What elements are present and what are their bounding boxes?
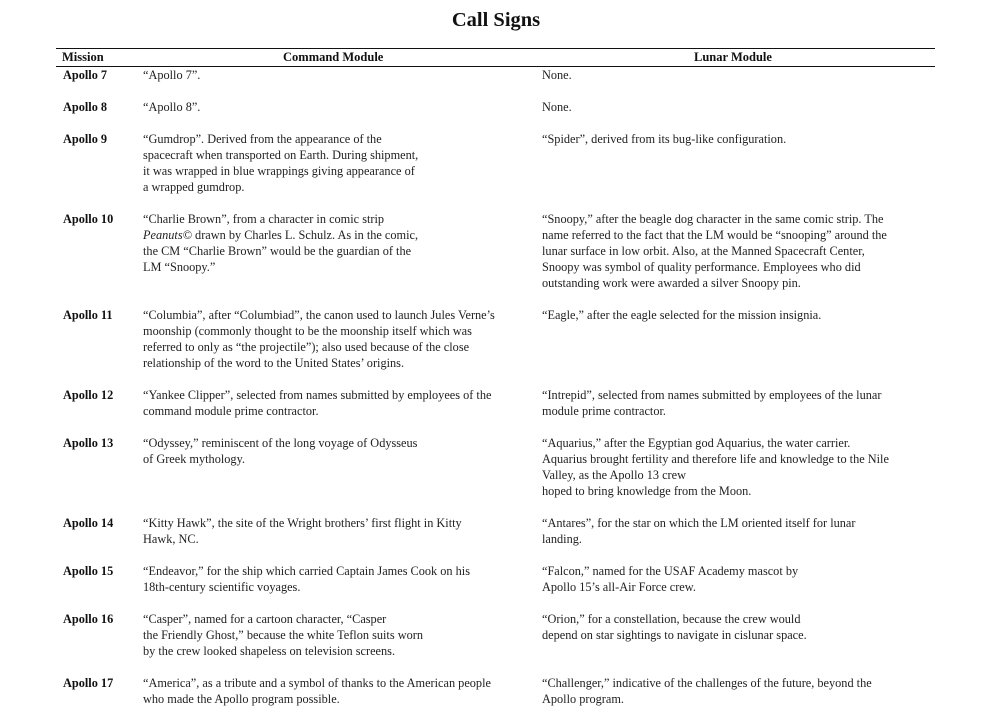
cm-line: of Greek mythology. bbox=[143, 452, 245, 466]
lm-line: “Intrepid”, selected from names submitted by employees of the lunar bbox=[542, 388, 882, 402]
mission-cell: Apollo 11 bbox=[63, 308, 113, 322]
command-module-cell bbox=[143, 67, 200, 83]
lunar-module-cell bbox=[542, 307, 821, 323]
lm-line: Apollo 15’s all-Air Force crew. bbox=[542, 580, 696, 594]
lunar-module-cell bbox=[542, 435, 889, 499]
mission-cell: Apollo 9 bbox=[63, 132, 108, 146]
lunar-module-cell bbox=[542, 387, 881, 419]
cm-line: “Kitty Hawk”, the site of the Wright brothers’ first flight in Kitty bbox=[143, 516, 462, 530]
lunar-module-cell bbox=[542, 99, 572, 115]
cm-line: “Endeavor,” for the ship which carried Captain James Cook on his bbox=[143, 564, 470, 578]
lm-line: Valley, as the Apollo 13 crew bbox=[542, 468, 686, 482]
command-module-cell bbox=[143, 131, 418, 195]
mission-cell: Apollo 17 bbox=[63, 676, 114, 690]
lunar-module-cell bbox=[542, 131, 786, 147]
header-top-rule bbox=[56, 48, 935, 49]
lunar-module-cell bbox=[542, 211, 887, 291]
lunar-module-cell bbox=[542, 611, 807, 643]
cm-line: “Yankee Clipper”, selected from names submitted by employees of the bbox=[143, 388, 492, 402]
cm-line: the Friendly Ghost,” because the white Teflon suits worn bbox=[143, 628, 423, 642]
command-module-cell bbox=[143, 611, 423, 659]
column-header-lunar-module: Lunar Module bbox=[694, 50, 772, 64]
cm-line: who made the Apollo program possible. bbox=[143, 692, 340, 706]
mission-cell: Apollo 8 bbox=[63, 100, 108, 114]
command-module-cell bbox=[143, 99, 200, 115]
mission-cell: Apollo 14 bbox=[63, 516, 114, 530]
cm-line: a wrapped gumdrop. bbox=[143, 180, 245, 194]
cm-line: “Gumdrop”. Derived from the appearance of the bbox=[143, 132, 382, 146]
command-module-cell bbox=[143, 387, 491, 419]
lm-line: “Orion,” for a constellation, because the crew would bbox=[542, 612, 801, 626]
command-module-cell bbox=[143, 307, 495, 371]
command-module-cell bbox=[143, 211, 418, 275]
lm-line: “Snoopy,” after the beagle dog character in the same comic strip. The bbox=[542, 212, 884, 226]
cm-line: it was wrapped in blue wrappings giving appearance of bbox=[143, 164, 415, 178]
peanuts-title: Peanuts© bbox=[143, 228, 192, 242]
lunar-module-cell bbox=[542, 675, 872, 707]
cm-line: relationship of the word to the United States’ origins. bbox=[143, 356, 405, 370]
mission-cell: Apollo 13 bbox=[63, 436, 114, 450]
mission-cell: Apollo 10 bbox=[63, 212, 114, 226]
cm-line: Peanuts© drawn by Charles L. Schulz. As in the comic, bbox=[143, 228, 419, 242]
lm-line: Apollo program. bbox=[542, 692, 624, 706]
column-header-command-module: Command Module bbox=[283, 50, 384, 64]
cm-line: 18th-century scientific voyages. bbox=[143, 580, 301, 594]
lm-line: outstanding work were awarded a silver Snoopy pin. bbox=[542, 276, 801, 290]
lunar-module-cell bbox=[542, 563, 798, 595]
lm-line: “Eagle,” after the eagle selected for the mission insignia. bbox=[542, 308, 822, 322]
lm-line: “Aquarius,” after the Egyptian god Aquarius, the water carrier. bbox=[542, 436, 851, 450]
lm-line: Snoopy was symbol of quality performance. Employees who did bbox=[542, 260, 861, 274]
cm-line: “Apollo 7”. bbox=[143, 68, 201, 82]
lm-line: “Falcon,” named for the USAF Academy mascot by bbox=[542, 564, 799, 578]
mission-cell: Apollo 7 bbox=[63, 68, 108, 82]
lm-line: name referred to the fact that the LM would be “snooping” around the bbox=[542, 228, 887, 242]
mission-cell: Apollo 12 bbox=[63, 388, 114, 402]
command-module-cell bbox=[143, 515, 462, 547]
mission-cell: Apollo 15 bbox=[63, 564, 114, 578]
cm-line: “Odyssey,” reminiscent of the long voyage of Odysseus bbox=[143, 436, 418, 450]
lunar-module-cell bbox=[542, 515, 855, 547]
cm-line: referred to only as “the projectile”); also used because of the close bbox=[143, 340, 470, 354]
cm-line: by the crew looked shapeless on television screens. bbox=[143, 644, 396, 658]
cm-line: spacecraft when transported on Earth. During shipment, bbox=[143, 148, 419, 162]
cm-line: moonship (commonly thought to be the moonship itself which was bbox=[143, 324, 472, 338]
lm-line: module prime contractor. bbox=[542, 404, 666, 418]
lm-line: None. bbox=[542, 100, 572, 114]
lm-line: “Antares”, for the star on which the LM oriented itself for lunar bbox=[542, 516, 856, 530]
cm-line: the CM “Charlie Brown” would be the guardian of the bbox=[143, 244, 412, 258]
cm-line: “Apollo 8”. bbox=[143, 100, 201, 114]
lm-line: “Challenger,” indicative of the challenges of the future, beyond the bbox=[542, 676, 872, 690]
cm-line: “Casper”, named for a cartoon character, “Casper bbox=[143, 612, 387, 626]
lm-line: “Spider”, derived from its bug-like configuration. bbox=[542, 132, 787, 146]
cm-line: command module prime contractor. bbox=[143, 404, 319, 418]
lm-line: lunar surface in low orbit. Also, at the Manned Spacecraft Center, bbox=[542, 244, 865, 258]
column-header-mission: Mission bbox=[62, 50, 104, 64]
page-title: Call Signs bbox=[451, 9, 541, 31]
cm-line: LM “Snoopy.” bbox=[143, 260, 216, 274]
lunar-module-cell bbox=[542, 67, 572, 83]
lm-line: landing. bbox=[542, 532, 582, 546]
lm-line: hoped to bring knowledge from the Moon. bbox=[542, 484, 752, 498]
command-module-cell bbox=[143, 563, 470, 595]
command-module-cell bbox=[143, 675, 491, 707]
cm-line: “Charlie Brown”, from a character in comic strip bbox=[143, 212, 385, 226]
lm-line: depend on star sightings to navigate in cislunar space. bbox=[542, 628, 807, 642]
cm-line: Hawk, NC. bbox=[143, 532, 199, 546]
lm-line: None. bbox=[542, 68, 572, 82]
cm-line: “Columbia”, after “Columbiad”, the canon used to launch Jules Verne’s bbox=[143, 308, 495, 322]
command-module-cell bbox=[143, 435, 417, 467]
mission-cell: Apollo 16 bbox=[63, 612, 114, 626]
cm-line: “America”, as a tribute and a symbol of thanks to the American people bbox=[143, 676, 491, 690]
lm-line: Aquarius brought fertility and therefore life and knowledge to the Nile bbox=[542, 452, 889, 466]
